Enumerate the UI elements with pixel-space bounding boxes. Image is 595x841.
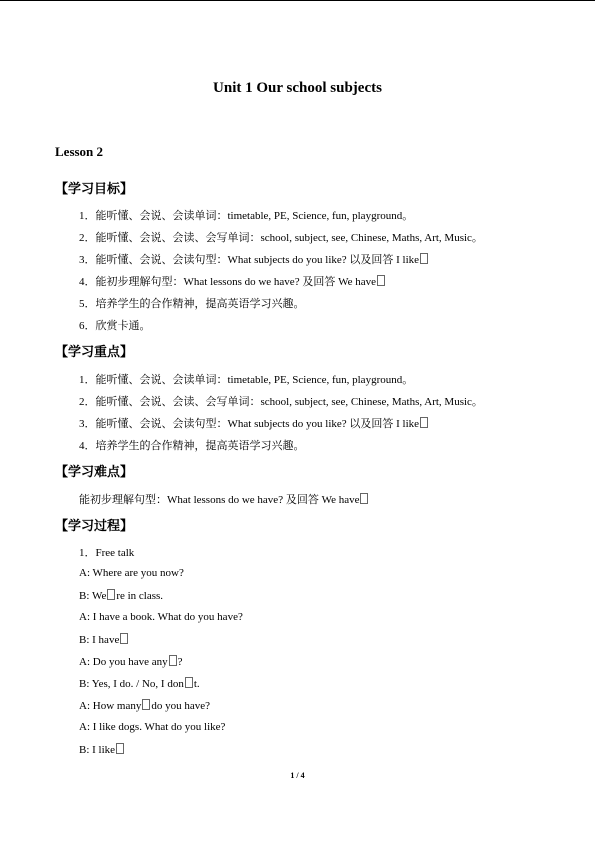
objective-item: 2．能听懂、会说、会读、会写单词：school, subject, see, Chinese, Maths, Art, Music。	[79, 232, 483, 244]
page-number: 1 / 4	[290, 771, 305, 780]
keypoint-item: 3．能听懂、会说、会读句型：What subjects do you like? 以及回答 I like	[79, 415, 429, 431]
objective-item: 1．能听懂、会说、会读单词：timetable, PE, Science, fun, playground。	[79, 210, 414, 222]
dialogue-line: B: Yes, I do. / No, I don t.	[79, 678, 200, 690]
blank-box	[116, 743, 124, 754]
objective-item: 3．能听懂、会说、会读句型：What subjects do you like? 以及回答 I like	[79, 251, 429, 267]
keypoint-item: 4．培养学生的合作精神，提高英语学习兴趣。	[79, 440, 305, 452]
keypoint-item: 1．能听懂、会说、会读单词：timetable, PE, Science, fun, playground。	[79, 374, 414, 386]
lesson-label: Lesson 2	[55, 144, 104, 159]
objective-item: 5．培养学生的合作精神，提高英语学习兴趣。	[79, 298, 305, 310]
blank-box	[185, 677, 193, 688]
dialogue-line: A: Do you have any ?	[79, 656, 183, 668]
dialogue-line: B: I like	[79, 743, 125, 756]
blank-box	[107, 589, 115, 600]
blank-box	[360, 493, 368, 504]
page-title: Unit 1 Our school subjects	[213, 80, 382, 96]
step-label: 1．Free talk	[79, 547, 135, 559]
blank-box	[120, 633, 128, 644]
process-heading: 【学习过程】	[55, 519, 134, 534]
keypoints-heading: 【学习重点】	[55, 345, 134, 360]
difficulties-heading: 【学习难点】	[55, 465, 134, 480]
objective-item: 6．欣赏卡通。	[79, 320, 151, 332]
blank-box	[142, 699, 150, 710]
objective-item: 4．能初步理解句型：What lessons do we have? 及回答 We have	[79, 273, 386, 289]
top-rule	[0, 0, 595, 1]
blank-box	[169, 655, 177, 666]
dialogue-line: A: Where are you now?	[79, 567, 184, 579]
blank-box	[377, 275, 385, 286]
keypoint-item: 2．能听懂、会说、会读、会写单词：school, subject, see, Chinese, Maths, Art, Music。	[79, 396, 483, 408]
blank-box	[420, 417, 428, 428]
difficulty-item: 能初步理解句型：What lessons do we have? 及回答 We have	[79, 491, 369, 507]
objectives-heading: 【学习目标】	[55, 182, 134, 197]
dialogue-line: A: I have a book. What do you have?	[79, 611, 243, 623]
blank-box	[420, 253, 428, 264]
dialogue-line: A: How many do you have?	[79, 700, 210, 712]
dialogue-line: B: We re in class.	[79, 590, 164, 602]
dialogue-line: B: I have	[79, 633, 129, 646]
dialogue-line: A: I like dogs. What do you like?	[79, 721, 226, 733]
